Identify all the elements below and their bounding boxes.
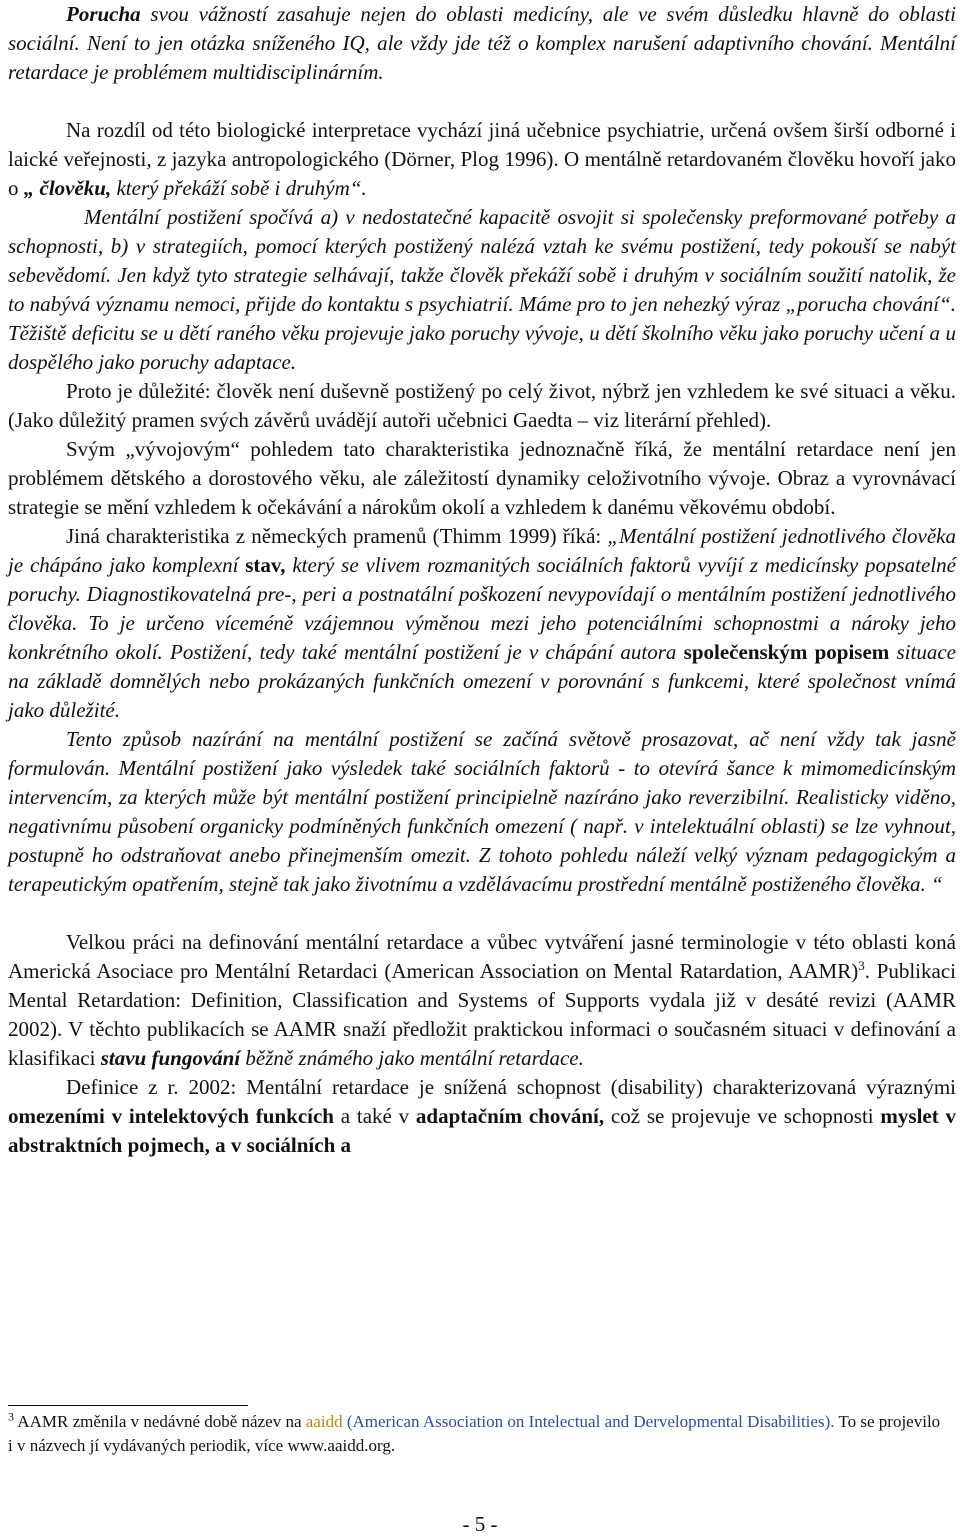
paragraph-text: Na rozdíl od této biologické interpretace vychází jiná učebnice psychiatrie, určená ovšem širší odborné i laické veřejnosti, z jazyka antropologického (Dörner, Plog 1996). O mentálně retardovaném člověku hovoří jako o [8, 118, 956, 200]
paragraph-proto [8, 377, 956, 435]
paragraph-text-italic: který překáží sobě i druhým“. [111, 176, 367, 200]
paragraph-mentalni-postizeni [8, 203, 956, 377]
paragraph-porucha [8, 0, 956, 87]
paragraph-text: Tento způsob nazírání na mentální postižení se začíná světově prosazovat, ač není vždy tak jasně formulován. Mentální postižení jako výsledek také sociálních faktorů - to otevírá šance k mimomedicínským intervencím, za kterých může být mentální postižení principielně nazíráno jako reverzibilní. Realisticky viděno, negativnímu působení organicky podmíněných funkčních omezení ( např. v intelektuální oblasti) se lze vyhnout, postupně ho odstraňovat anebo přinejmenším omezit. Z tohoto pohledu náleží velký význam pedagogickým a terapeutickým opatřením, stejně tak jako životnímu a vzdělávacímu prostřední mentálně postiženého člověka. “ [8, 727, 956, 896]
footnote-expansion: (American Association on Intelectual and Dervelopmental Disabilities). [342, 1412, 835, 1431]
page-number: - 5 - [462, 1512, 498, 1536]
emphasis-spolecenskym-popisem: společenským popisem [683, 640, 890, 664]
paragraph-text: Velkou práci na definování mentální retardace a vůbec vytváření jasné terminologie v této oblasti koná Americká Asociace pro Mentální Retardaci (American Association on Mental Ratardation, AAMR) [8, 930, 956, 983]
emphasis-adaptacni-chovani: adaptačním chování, [415, 1104, 605, 1128]
paragraph-gap [8, 87, 956, 116]
footnote-text: To se projevilo i v názvech jí vydávaných periodik, více www.aaidd.org. [8, 1412, 941, 1455]
paragraph-definice-2002 [8, 1073, 956, 1160]
paragraph-tento-zpusob [8, 725, 956, 899]
emphasis-abstraktni-pojmy: myslet v abstraktních pojmech, a v sociálních a [8, 1104, 957, 1157]
footnote-number: 3 [8, 1409, 14, 1424]
paragraph-text: . Publikaci Mental Retardation: Definition, Classification and Systems of Supports vydala již v desáté revizi (AAMR 2002). V těchto publikacích se AAMR snaží předložit praktickou informaci o současném situaci v definování a klasifikaci [8, 959, 956, 1070]
footnote-reference[interactable]: 3 [858, 958, 865, 973]
paragraph-text: Jiná charakteristika z německých pramenů (Thimm 1999) říká: [66, 524, 608, 548]
footnote-separator [8, 1405, 248, 1406]
paragraph-text: svou vážností zasahuje nejen do oblasti medicíny, ale ve svém důsledku hlavně do oblasti sociální. Není to jen otázka sníženého IQ, ale vždy jde též o komplex narušení adaptivního chování. Mentální retardace je problémem multidisciplinárním. [8, 2, 956, 84]
term-porucha: Porucha [66, 2, 141, 26]
footnote-text: AAMR změnila v nedávné době název na [14, 1412, 306, 1431]
paragraph-dorner-plog [8, 116, 956, 203]
emphasis-stav: stav, [245, 553, 286, 577]
document-page [8, 0, 956, 1160]
paragraph-text: Mentální postižení spočívá a) v nedostatečné kapacitě osvojit si společensky preformované potřeby a schopnosti, b) v strategiích, pomocí kterých postižený nalézá vztah ke svému postižení, tedy pokouší se nabýt sebevědomí. Jen když tyto strategie selhávají, takže člověk překáží sobě i druhým v sociálním soužití natolik, že to nabývá významu nemoci, přijde do kontaktu s psychiatrií. Máme pro to jen nehezký výraz „porucha chování“. Těžiště deficitu se u dětí raného věku projevuje jako poruchy vývoje, u dětí školního věku jako poruchy učení a u dospělého jako poruchy adaptace. [8, 205, 956, 374]
paragraph-text: Definice z r. 2002: Mentální retardace je snížená schopnost (disability) charakterizovaná výraznými [66, 1075, 956, 1099]
footnote-acronym: aaidd [305, 1412, 343, 1431]
paragraph-vyvojovym [8, 435, 956, 522]
paragraph-text-italic: běžně známého jako mentální retardace. [240, 1046, 584, 1070]
paragraph-text: což se projevuje ve schopnosti [604, 1104, 881, 1128]
paragraph-thimm [8, 522, 956, 725]
emphasis-stavu-fungovani: stavu fungování [100, 1046, 241, 1070]
quote-text: „Mentální postižení jednotlivého člověka je chápáno jako komplexní [8, 524, 956, 577]
emphasis-cloveku: „ člověku, [23, 176, 112, 200]
paragraph-text: Proto je důležité: člověk není duševně postižený po celý život, nýbrž jen vzhledem ke své situaci a věku. (Jako důležitý pramen svých závěrů uvádějí autoři učebnici Gaedta – viz literární přehled). [8, 379, 956, 432]
paragraph-aamr [8, 928, 956, 1073]
quote-text: situace na základě domnělých nebo prokázaných funkčních omezení v porovnání s funkcemi, které společnost vnímá jako důležité. [8, 640, 956, 722]
paragraph-text: Svým „vývojovým“ pohledem tato charakteristika jednoznačně říká, že mentální retardace není jen problémem dětského a dorostového věku, ale záležitostí dynamiky celoživotního vývoje. Obraz a vyrovnávací strategie se mění vzhledem k očekávání a nárokům okolí a vzhledem k danému věkovému období. [8, 437, 956, 519]
quote-text: který se vlivem rozmanitých sociálních faktorů vyvíjí z medicínsky popsatelné poruchy. Diagnostikovatelná pre-, peri a postnatální poškození nevypovídají o mentálním postižení jednotlivého člověka. To je určeno víceméně vzájemnou výměnou mezi jeho potenciálními schopnostmi a nároky jeho konkrétního okolí. Postižení, tedy také mentální postižení je v chápání autora [8, 553, 956, 664]
paragraph-gap [8, 899, 956, 928]
emphasis-intelektove-funkce: omezeními v intelektových funkcích [8, 1104, 334, 1128]
footnote [8, 1410, 948, 1458]
paragraph-text: a také v [333, 1104, 416, 1128]
